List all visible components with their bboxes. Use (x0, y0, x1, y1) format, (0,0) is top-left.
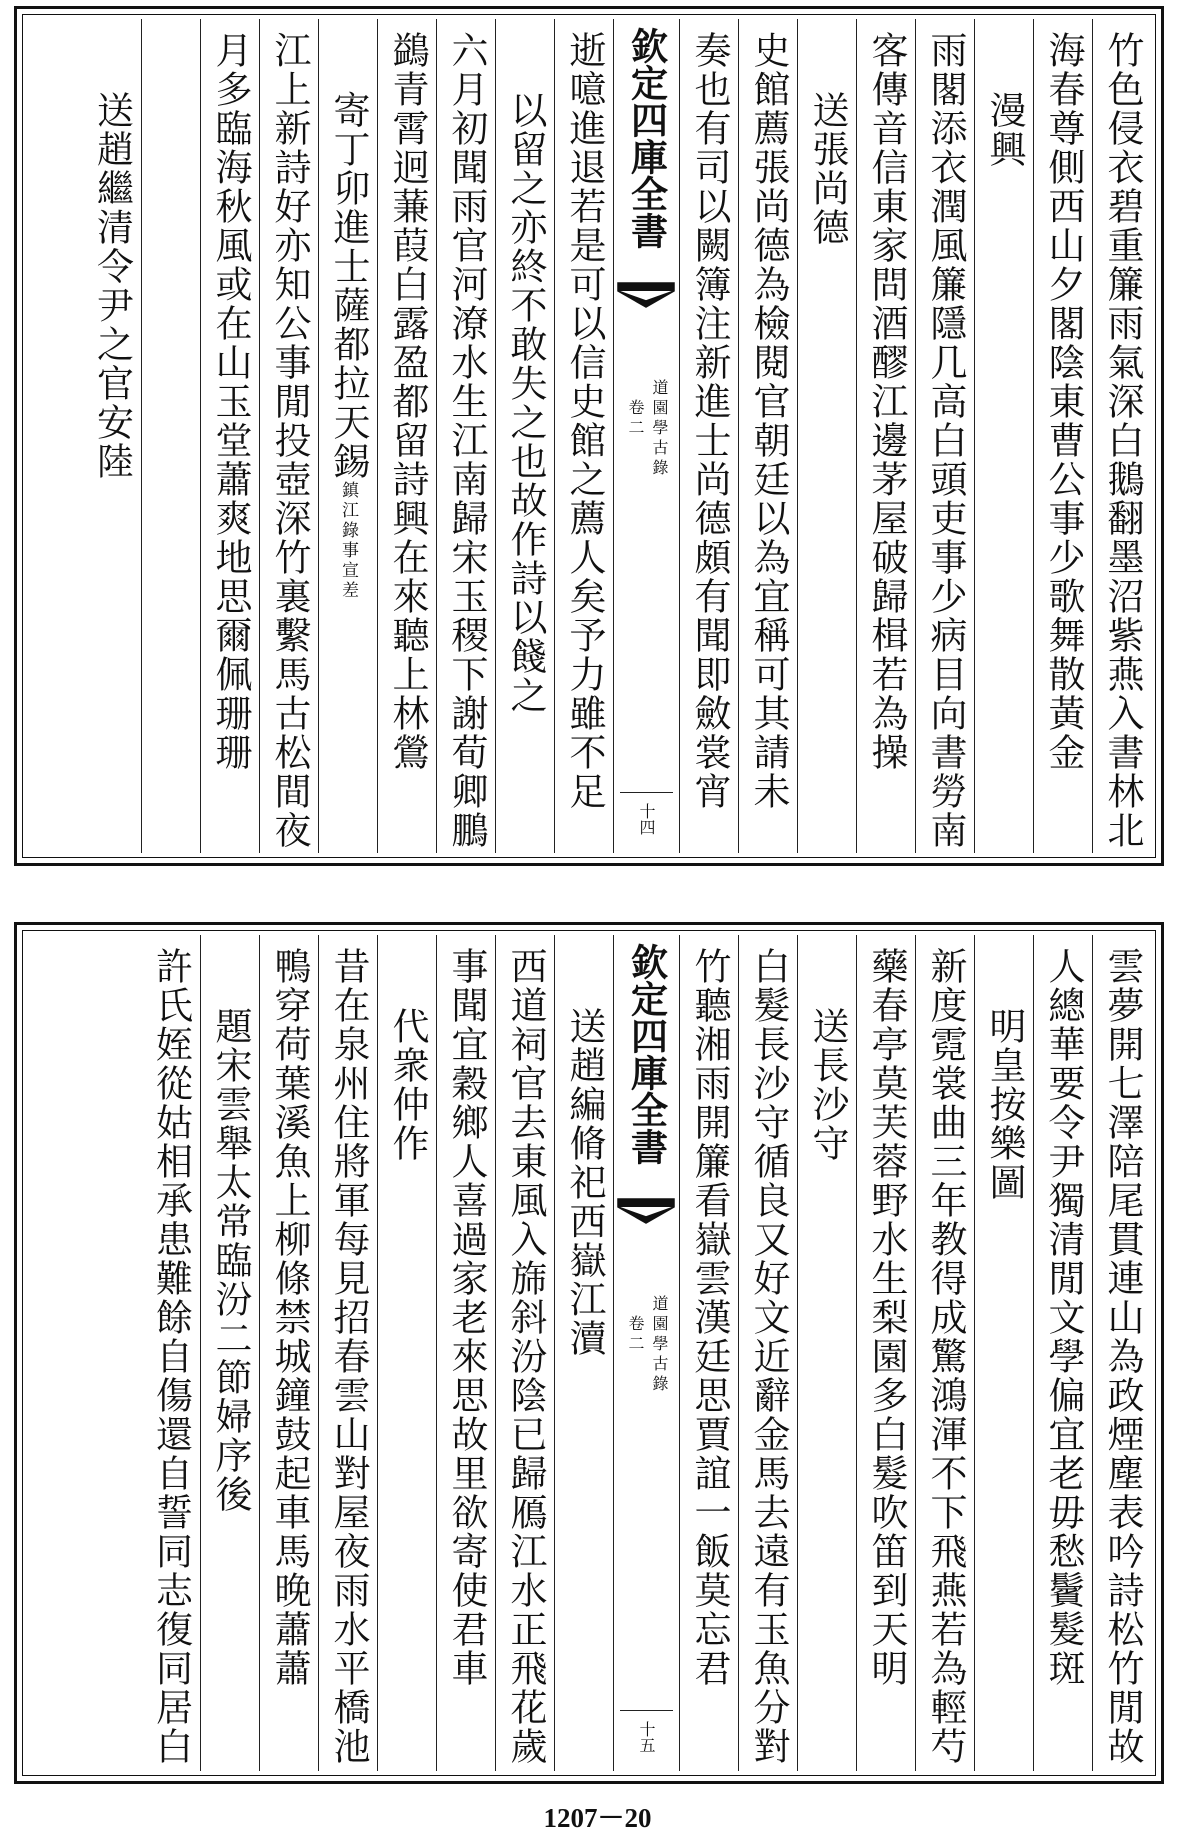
text-column (259, 935, 318, 1771)
column-text (1036, 935, 1090, 1771)
column-text (557, 935, 611, 1771)
verse-line: 以留之亦終不敢失之也故作詩以餞之 (504, 91, 547, 715)
text-column (259, 19, 318, 853)
verse-line: 逝噫進退若是可以信史館之薦人矣予力雖不足 (563, 31, 606, 811)
verse-line: 送趙編脩祀西嶽江瀆 (563, 1007, 606, 1358)
column-text (557, 19, 611, 853)
verse-line: 許氏姪從姑相承患難餘自傷還自誓同志復同居白 (149, 947, 193, 1766)
text-column (200, 935, 259, 1771)
column-text (321, 935, 375, 1771)
column-text (918, 19, 972, 853)
book-title: 道園學古錄 (650, 1295, 669, 1395)
column-text (1095, 935, 1149, 1771)
text-column (856, 935, 915, 1771)
text-column (915, 935, 974, 1771)
text-column (318, 935, 377, 1771)
verse-line: 送趙繼清令尹之官安陸 (90, 91, 134, 481)
verse-line: 竹色侵衣碧重簾雨氣深白鵝翻墨沼紫燕入書林北 (1101, 31, 1144, 850)
text-column (915, 19, 974, 853)
fishtail-ornament-icon (614, 281, 678, 309)
text-column (554, 19, 613, 853)
verse-line: 雨閣添衣潤風簾隱几高白頭吏事少病目向書勞南 (924, 31, 967, 850)
text-column (141, 19, 200, 853)
column-text (203, 19, 257, 853)
text-column (856, 19, 915, 853)
text-column (436, 935, 495, 1771)
column-text (262, 19, 316, 853)
column-text (1036, 19, 1090, 853)
text-column (318, 19, 377, 853)
verse-line: 六月初聞雨官河潦水生江南歸宋玉稷下謝荀卿鵬 (445, 31, 488, 850)
text-column (377, 935, 436, 1771)
column-text (859, 935, 913, 1771)
column-text (380, 19, 434, 853)
text-column (679, 19, 738, 853)
text-column (738, 935, 797, 1771)
book-title: 道園學古錄 (650, 379, 669, 479)
verse-line: 代衆仲作 (386, 1007, 429, 1163)
fishtail-ornament-icon (614, 1197, 678, 1225)
column-text (498, 19, 552, 853)
text-column (797, 935, 856, 1771)
text-column (974, 935, 1033, 1771)
text-column (1092, 19, 1151, 853)
top-columns (27, 19, 1151, 853)
verse-line: 送張尚德 (806, 91, 849, 247)
column-text (682, 935, 736, 1771)
fold-center-column (613, 19, 679, 853)
verse-line: 藥春亭莫芙蓉野水生梨園多白髮吹笛到天明 (865, 947, 908, 1688)
collection-title: 欽定四庫全書 (624, 27, 669, 249)
verse-line: 奏也有司以闕簿注新進士尚德頗有聞即斂裳宵 (688, 31, 731, 811)
column-text (800, 19, 854, 853)
column-text (439, 19, 493, 853)
column-text (203, 935, 257, 1771)
column-text (498, 935, 552, 1771)
bottom-columns (27, 935, 1151, 1771)
column-text (439, 935, 493, 1771)
verse-line: 題宋雲舉太常臨汾二節婦序後 (209, 1007, 252, 1514)
verse-line: 人總華要令尹獨清閒文學偏宜老毋愁鬢髮斑 (1042, 947, 1085, 1688)
column-text (977, 19, 1031, 853)
text-column (1033, 935, 1092, 1771)
verse-line: 明皇按樂圖 (983, 1007, 1026, 1202)
verse-line: 事聞宜穀鄉人喜過家老來思故里欲寄使君車 (445, 947, 488, 1688)
column-text (262, 935, 316, 1771)
verse-line: 月多臨海秋風或在山玉堂蕭爽地思爾佩珊珊 (209, 31, 252, 772)
column-text (380, 935, 434, 1771)
text-column (554, 935, 613, 1771)
verse-line: 昔在泉州住將軍每見招春雲山對屋夜雨水平橋池 (327, 947, 370, 1766)
text-column (495, 19, 554, 853)
text-column (797, 19, 856, 853)
leaf-number: 十四 (637, 803, 656, 835)
text-column (141, 935, 200, 1771)
volume-label: 卷二 (626, 399, 645, 439)
verse-line: 漫興 (983, 91, 1026, 169)
column-text (859, 19, 913, 853)
column-text (800, 935, 854, 1771)
page-number: 1207－20 (543, 1803, 652, 1833)
verse-line: 海春尊側西山夕閣陰東曹公事少歌舞散黃金 (1042, 31, 1085, 772)
column-text (1095, 19, 1149, 853)
verse-line: 客傳音信東家問酒醪江邊茅屋破歸楫若為操 (865, 31, 908, 772)
text-column (82, 19, 141, 853)
leaf-number: 十五 (637, 1721, 656, 1753)
text-column (1033, 19, 1092, 853)
column-text (85, 19, 139, 853)
top-page-frame (14, 6, 1164, 866)
column-text (918, 935, 972, 1771)
verse-line: 白髮長沙守循良又好文近辭金馬去遠有玉魚分對 (747, 947, 790, 1766)
annotation-note: 鎮江錄事宣差 (338, 481, 358, 601)
column-text (682, 19, 736, 853)
text-column (1092, 935, 1151, 1771)
text-column (679, 935, 738, 1771)
column-text (741, 935, 795, 1771)
text-column (738, 19, 797, 853)
volume-label: 卷二 (626, 1315, 645, 1355)
text-column (200, 19, 259, 853)
collection-title: 欽定四庫全書 (624, 943, 669, 1165)
column-text (977, 935, 1031, 1771)
verse-line: 鷁青霄迥蒹葭白露盈都留詩興在來聽上林鶯 (386, 31, 429, 772)
verse-line: 史館薦張尚德為檢閱官朝廷以為宜稱可其請未 (747, 31, 790, 811)
text-column (377, 19, 436, 853)
verse-line: 送長沙守 (806, 1007, 849, 1163)
column-text (144, 935, 198, 1771)
text-column (436, 19, 495, 853)
fold-rule (620, 792, 673, 793)
column-text (321, 19, 375, 853)
verse-line: 西道祠官去東風入旆斜汾陰已歸鴈江水正飛花歲 (504, 947, 547, 1766)
verse-line: 鴨穿荷葉溪魚上柳條禁城鐘鼓起車馬晚蕭蕭 (268, 947, 311, 1688)
text-column (974, 19, 1033, 853)
fold-rule (620, 1710, 673, 1711)
verse-line: 江上新詩好亦知公事閒投壺深竹裏繫馬古松間夜 (268, 31, 311, 850)
verse-line: 雲夢開七澤陪尾貫連山為政煙塵表吟詩松竹閒故 (1101, 947, 1144, 1766)
verse-line: 寄丁卯進士薩都拉天錫 (327, 91, 370, 481)
verse-line: 新度霓裳曲三年教得成驚鴻渾不下飛燕若為輕芍 (924, 947, 967, 1766)
text-column (495, 935, 554, 1771)
fold-center-column (613, 935, 679, 1771)
column-text (741, 19, 795, 853)
bottom-page-frame (14, 922, 1164, 1784)
verse-line: 竹聽湘雨開簾看嶽雲漢廷思賈誼一飯莫忘君 (688, 947, 731, 1688)
